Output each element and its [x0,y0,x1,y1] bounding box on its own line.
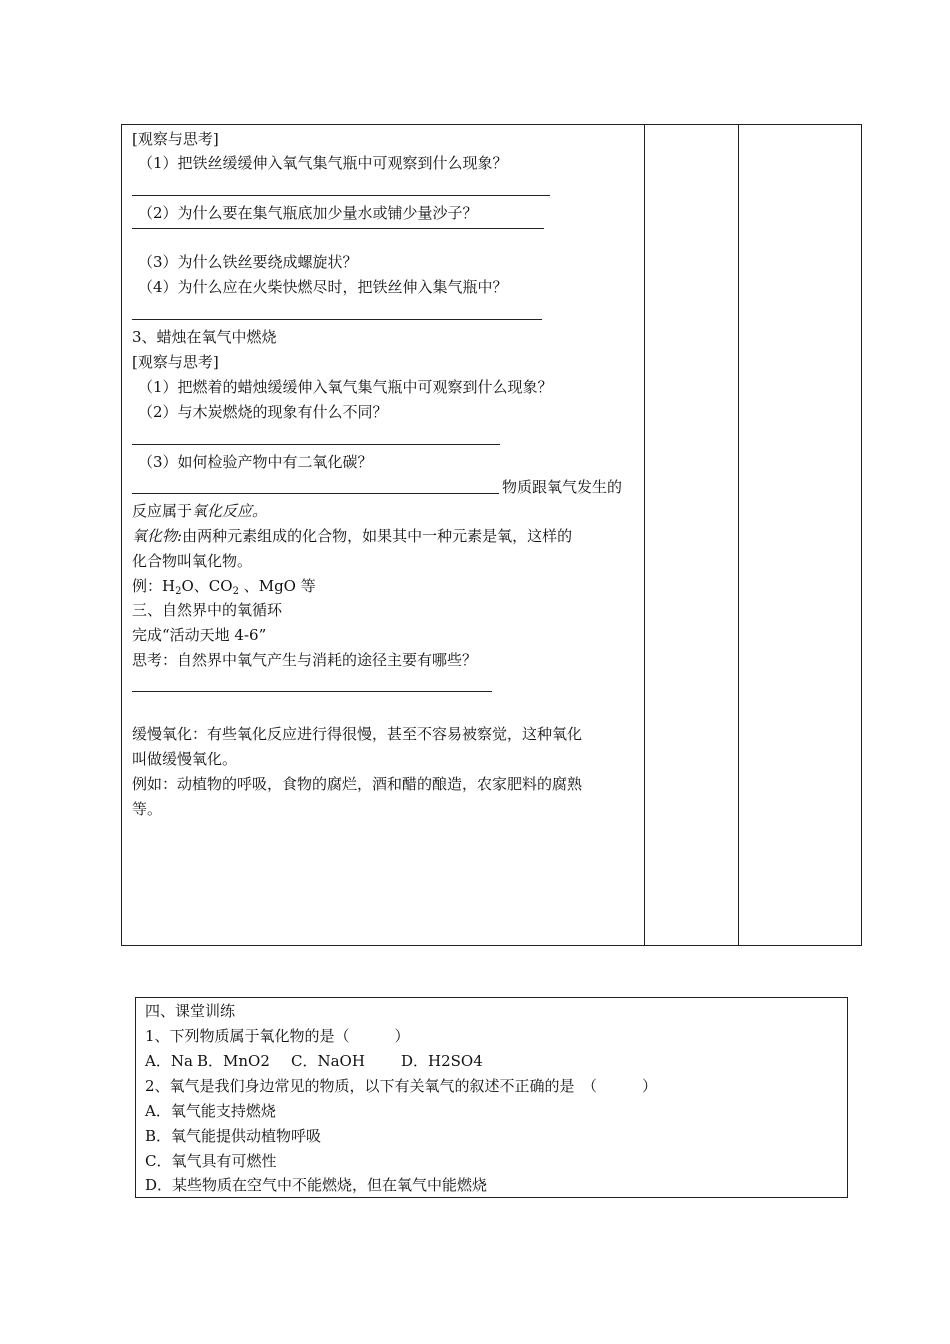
formula-h: H [162,577,176,595]
exercise-question-1-options [145,1051,483,1071]
oxide-term: 氧化物: [132,527,183,545]
formula-o-co: O、CO [181,577,233,595]
slow-oxidation-example: 例如：动植物的呼吸，食物的腐烂，酒和醋的酿造，农家肥料的腐熟 [132,775,583,793]
question-1: （1）把铁丝缓缓伸入氧气集气瓶中可观察到什么现象？ [138,154,508,172]
answer-line [132,228,544,229]
worksheet-table [121,124,862,946]
subscript: 2 [175,586,182,597]
answer-line [132,691,492,692]
oxidation-definition [132,501,267,521]
example-prefix: 例： [132,577,163,595]
slow-oxidation-example-cont: 等。 [132,800,163,818]
option-a: A．Na [145,1052,193,1070]
exercise-question-2-option-c: C．氧气具有可燃性 [145,1152,277,1170]
classroom-exercise-box [135,997,848,1198]
exercise-question-2-option-b: B．氧气能提供动植物呼吸 [145,1127,322,1145]
subscript: 2 [232,586,239,597]
exercise-question-2: 2、氧气是我们身边常见的物质，以下有关氧气的叙述不正确的是 （ ） [145,1077,658,1095]
answer-line [132,195,550,196]
formula-rest: 、MgO 等 [238,577,316,595]
slow-oxidation-definition-cont: 叫做缓慢氧化。 [132,750,238,768]
think-question: 思考：自然界中氧气产生与消耗的途径主要有哪些？ [132,651,478,669]
oxide-definition [132,526,572,546]
exercise-question-1: 1、下列物质属于氧化物的是（ ） [145,1027,410,1045]
oxidation-reaction-term: 氧化反应。 [192,502,268,520]
question-2: （2）为什么要在集气瓶底加少量水或铺少量沙子？ [138,204,478,222]
oxidation-definition-tail: 物质跟氧气发生的 [502,478,623,496]
exercise-title: 四、课堂训练 [145,1002,236,1020]
candle-question-1: （1）把燃着的蜡烛缓缓伸入氧气集气瓶中可观察到什么现象？ [138,378,553,396]
observe-heading: [观察与思考] [132,130,219,148]
column-divider-1 [644,125,645,945]
slow-oxidation-definition: 缓慢氧化：有些氧化反应进行得很慢，甚至不容易被察觉，这种氧化 [132,725,583,743]
candle-question-3: （3）如何检验产物中有二氧化碳？ [138,453,373,471]
observe-heading: [观察与思考] [132,353,219,371]
column-divider-2 [738,125,739,945]
candle-question-2: （2）与木炭燃烧的现象有什么不同？ [138,403,388,421]
option-c: C．NaOH [291,1052,365,1070]
oxide-definition-text: 由两种元素组成的化合物，如果其中一种元素是氧，这样的 [182,527,573,545]
answer-line [132,319,542,320]
activity-instruction: 完成“活动天地 4-6” [132,626,267,644]
exercise-question-2-option-a: A．氧气能支持燃烧 [145,1102,276,1120]
answer-line [132,444,500,445]
exercise-question-2-option-d: D．某些物质在空气中不能燃烧，但在氧气中能燃烧 [145,1176,488,1194]
oxide-definition-cont: 化合物叫氧化物。 [132,552,253,570]
option-d: D．H2SO4 [401,1052,483,1070]
section-heading-candle: 3、蜡烛在氧气中燃烧 [132,328,277,346]
section-heading-oxygen-cycle: 三、自然界中的氧循环 [132,601,283,619]
option-b: B．MnO2 [197,1052,270,1070]
oxide-examples [132,576,316,596]
answer-line [132,493,499,494]
question-4: （4）为什么应在火柴快燃尽时，把铁丝伸入集气瓶中？ [138,278,508,296]
oxidation-prefix: 反应属于 [132,502,193,520]
question-3: （3）为什么铁丝要绕成螺旋状？ [138,253,358,271]
